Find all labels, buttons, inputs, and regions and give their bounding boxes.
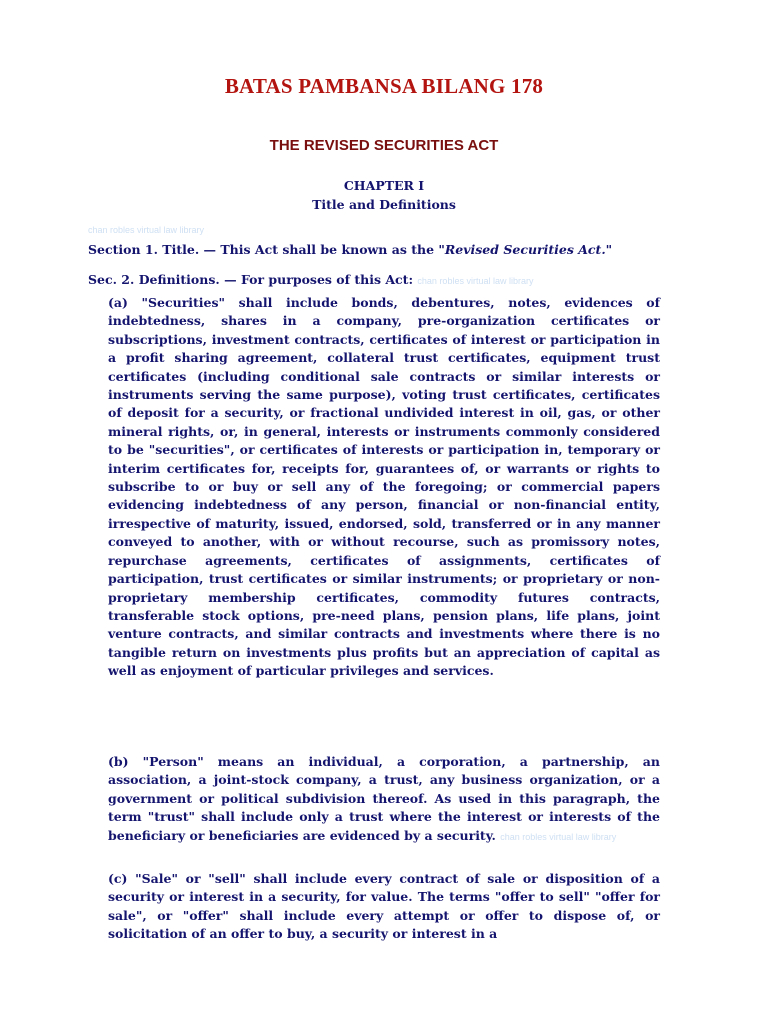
watermark-text: chan robles virtual law library xyxy=(500,831,617,842)
definition-c-text: (c) "Sale" or "sell" shall include every contract of sale or disposition of a security or interest in a security, for value. The terms "offer to sell" "offer for sale", or "offer" shall include every attempt or offer to dispose of, or solicitation of an offer to buy, a security or interest in a xyxy=(108,871,660,942)
section-1-text: Section 1. Title. — This Act shall be known as the xyxy=(88,242,439,257)
chapter-label: CHAPTER I xyxy=(343,178,425,193)
act-title: THE REVISED SECURITIES ACT xyxy=(269,137,499,154)
section-1-act-name: "Revised Securities Act." xyxy=(438,242,613,257)
chapter-heading xyxy=(0,176,768,214)
watermark-text: chan robles virtual law library xyxy=(88,225,205,235)
watermark-text: chan robles virtual law library xyxy=(417,276,534,286)
section-2 xyxy=(88,272,688,287)
definition-paragraph-b xyxy=(108,753,660,846)
definition-paragraph-c xyxy=(108,870,660,944)
section-2-text: Sec. 2. Definitions. — For purposes of this Act: xyxy=(88,272,418,287)
definition-b-text: (b) "Person" means an individual, a corporation, a partnership, an association, a joint-stock company, a trust, any business organization, or a government or political subdivision thereof. As used in this paragraph, the term "trust" shall include only a trust where the interest or interests of the beneficiary or beneficiaries are evidenced by a security. xyxy=(108,754,660,843)
section-1 xyxy=(88,242,688,257)
definition-a-text: (a) "Securities" shall include bonds, debentures, notes, evidences of indebtedness, shares in a company, pre-organization certificates or subscriptions, investment contracts, certificates of interest or participation in a profit sharing agreement, collateral trust certificates, equipment trust certificates (including conditional sale contracts or similar interests or instruments serving the same purpose), voting trust certificates, certificates of deposit for a security, or fractional undivided interest in oil, gas, or other mineral rights, or, in general, interests or instruments commonly considered to be "securities", or certificates of interests or participation in, temporary or interim certificates for, receipts for, guarantees of, or warrants or rights to subscribe to or buy or sell any of the foregoing; or commercial papers evidencing indebtedness of any person, financial or non-financial entity, irrespective of maturity, issued, endorsed, sold, transferred or in any manner conveyed to another, with or without recourse, such as promissory notes, repurchase agreements, certificates of assignments, certificates of participation, trust certificates or similar instruments; or proprietary or non-proprietary membership certificates, commodity futures contracts, transferable stock options, pre-need plans, pension plans, life plans, joint venture contracts, and similar contracts and investments where there is no tangible return on investments plus profits but an appreciation of capital as well as enjoyment of particular privileges and services. xyxy=(108,295,660,679)
definition-paragraph-a xyxy=(108,294,660,681)
document-title: BATAS PAMBANSA BILANG 178 xyxy=(224,74,544,98)
chapter-title: Title and Definitions xyxy=(312,197,456,212)
